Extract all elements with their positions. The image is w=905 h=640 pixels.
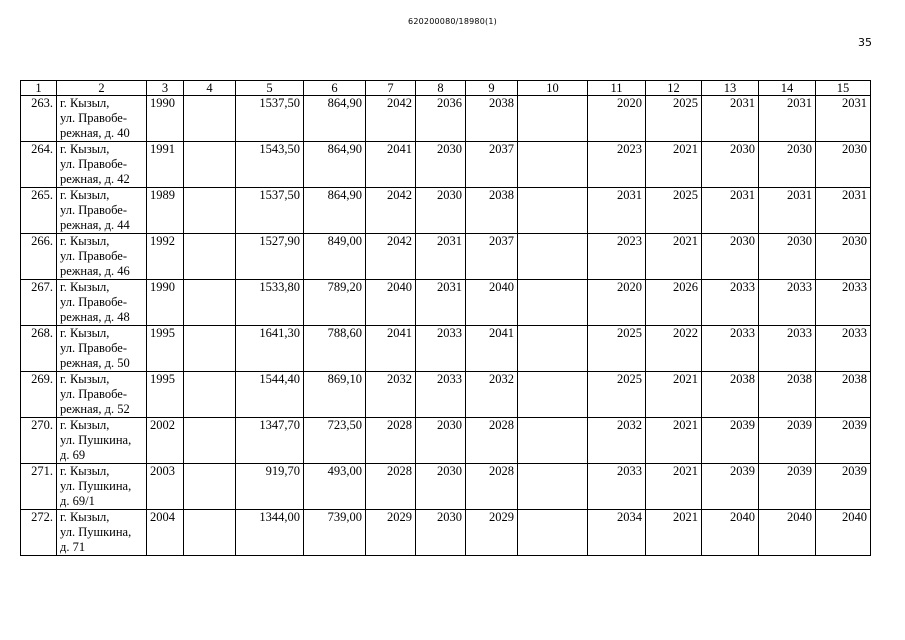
address-cell: [57, 326, 147, 372]
row-number-cell: 269.: [21, 372, 57, 418]
value-cell: 2032: [588, 418, 646, 464]
value-cell: 2039: [816, 464, 871, 510]
address-cell: [57, 96, 147, 142]
value-cell: 2041: [466, 326, 518, 372]
value-cell: 2033: [759, 280, 816, 326]
value-cell: [518, 188, 588, 234]
address-line: д. 69: [60, 448, 86, 462]
column-header: 5: [236, 81, 304, 96]
value-cell: 2028: [466, 464, 518, 510]
value-cell: [518, 280, 588, 326]
column-header: 9: [466, 81, 518, 96]
value-cell: 2033: [702, 280, 759, 326]
address-line: ул. Правобе-: [60, 203, 127, 217]
address-line: г. Кызыл,: [60, 142, 110, 156]
value-cell: 2021: [646, 418, 702, 464]
value-cell: 1641,30: [236, 326, 304, 372]
value-cell: [184, 280, 236, 326]
value-cell: 919,70: [236, 464, 304, 510]
value-cell: 2025: [588, 372, 646, 418]
value-cell: [518, 372, 588, 418]
table-row: [21, 280, 871, 326]
value-cell: 864,90: [304, 142, 366, 188]
value-cell: 2030: [416, 464, 466, 510]
value-cell: [184, 372, 236, 418]
value-cell: [184, 188, 236, 234]
value-cell: 2030: [816, 142, 871, 188]
address-line: г. Кызыл,: [60, 418, 110, 432]
address-line: режная, д. 44: [60, 218, 130, 232]
value-cell: 2021: [646, 142, 702, 188]
value-cell: 2028: [366, 464, 416, 510]
value-cell: [184, 326, 236, 372]
value-cell: 2030: [416, 142, 466, 188]
row-number-cell: 270.: [21, 418, 57, 464]
value-cell: 2028: [366, 418, 416, 464]
column-header: 8: [416, 81, 466, 96]
address-line: режная, д. 40: [60, 126, 130, 140]
value-cell: 493,00: [304, 464, 366, 510]
value-cell: 2030: [416, 510, 466, 556]
address-line: режная, д. 52: [60, 402, 130, 416]
value-cell: [518, 142, 588, 188]
table-row: [21, 234, 871, 280]
value-cell: 2028: [466, 418, 518, 464]
value-cell: 1989: [147, 188, 184, 234]
row-number-cell: 271.: [21, 464, 57, 510]
address-line: ул. Правобе-: [60, 111, 127, 125]
value-cell: 2031: [816, 188, 871, 234]
column-header: 11: [588, 81, 646, 96]
address-line: режная, д. 42: [60, 172, 130, 186]
value-cell: 2034: [588, 510, 646, 556]
value-cell: 2037: [466, 142, 518, 188]
value-cell: 2037: [466, 234, 518, 280]
value-cell: 2021: [646, 234, 702, 280]
address-cell: [57, 280, 147, 326]
document-id: 620200080/18980(1): [408, 17, 497, 26]
column-header: 1: [21, 81, 57, 96]
value-cell: 2030: [816, 234, 871, 280]
address-cell: [57, 188, 147, 234]
address-line: ул. Пушкина,: [60, 479, 132, 493]
address-cell: [57, 510, 147, 556]
value-cell: 2023: [588, 234, 646, 280]
value-cell: [518, 510, 588, 556]
value-cell: 2031: [416, 280, 466, 326]
value-cell: 2038: [816, 372, 871, 418]
row-number-cell: 264.: [21, 142, 57, 188]
row-number-cell: 267.: [21, 280, 57, 326]
table-row: [21, 188, 871, 234]
table-row: [21, 96, 871, 142]
value-cell: 2041: [366, 326, 416, 372]
value-cell: [518, 234, 588, 280]
value-cell: 2031: [816, 96, 871, 142]
address-line: режная, д. 48: [60, 310, 130, 324]
value-cell: 2021: [646, 372, 702, 418]
value-cell: [184, 510, 236, 556]
column-header: 3: [147, 81, 184, 96]
value-cell: [184, 418, 236, 464]
table-row: [21, 464, 871, 510]
value-cell: [184, 142, 236, 188]
value-cell: 2040: [366, 280, 416, 326]
value-cell: 2022: [646, 326, 702, 372]
value-cell: [518, 326, 588, 372]
table-row: [21, 326, 871, 372]
value-cell: 2040: [759, 510, 816, 556]
value-cell: 2025: [646, 96, 702, 142]
value-cell: 2038: [759, 372, 816, 418]
column-header: 6: [304, 81, 366, 96]
row-number-cell: 268.: [21, 326, 57, 372]
value-cell: 1537,50: [236, 96, 304, 142]
table-row: [21, 142, 871, 188]
table-row: [21, 372, 871, 418]
value-cell: 2030: [416, 188, 466, 234]
address-line: д. 69/1: [60, 494, 95, 508]
column-header: 13: [702, 81, 759, 96]
value-cell: 2042: [366, 188, 416, 234]
value-cell: 849,00: [304, 234, 366, 280]
value-cell: 1344,00: [236, 510, 304, 556]
value-cell: 2038: [702, 372, 759, 418]
value-cell: 2031: [702, 96, 759, 142]
row-number-cell: 265.: [21, 188, 57, 234]
value-cell: 2040: [816, 510, 871, 556]
value-cell: 2040: [466, 280, 518, 326]
address-line: г. Кызыл,: [60, 464, 110, 478]
value-cell: 2039: [702, 464, 759, 510]
value-cell: 1992: [147, 234, 184, 280]
value-cell: 2033: [416, 326, 466, 372]
row-number-cell: 266.: [21, 234, 57, 280]
address-line: ул. Правобе-: [60, 341, 127, 355]
page-number: 35: [858, 36, 872, 49]
address-line: г. Кызыл,: [60, 510, 110, 524]
value-cell: 1347,70: [236, 418, 304, 464]
address-line: г. Кызыл,: [60, 188, 110, 202]
column-header: 4: [184, 81, 236, 96]
address-cell: [57, 418, 147, 464]
value-cell: 789,20: [304, 280, 366, 326]
address-line: ул. Пушкина,: [60, 433, 132, 447]
value-cell: 2031: [416, 234, 466, 280]
value-cell: 2031: [702, 188, 759, 234]
value-cell: 864,90: [304, 96, 366, 142]
address-line: режная, д. 50: [60, 356, 130, 370]
value-cell: [184, 234, 236, 280]
value-cell: [184, 464, 236, 510]
value-cell: 2038: [466, 96, 518, 142]
table-row: [21, 510, 871, 556]
value-cell: 2039: [759, 418, 816, 464]
table-header-row: [21, 81, 871, 96]
value-cell: 2030: [702, 142, 759, 188]
address-line: г. Кызыл,: [60, 234, 110, 248]
value-cell: 2023: [588, 142, 646, 188]
column-header: 14: [759, 81, 816, 96]
table-row: [21, 418, 871, 464]
column-header: 7: [366, 81, 416, 96]
row-number-cell: 263.: [21, 96, 57, 142]
column-header: 2: [57, 81, 147, 96]
value-cell: 1533,80: [236, 280, 304, 326]
value-cell: 2033: [759, 326, 816, 372]
value-cell: 2002: [147, 418, 184, 464]
value-cell: 1537,50: [236, 188, 304, 234]
value-cell: [184, 96, 236, 142]
value-cell: 2040: [702, 510, 759, 556]
value-cell: [518, 96, 588, 142]
address-cell: [57, 234, 147, 280]
address-line: ул. Правобе-: [60, 295, 127, 309]
value-cell: [518, 418, 588, 464]
value-cell: 788,60: [304, 326, 366, 372]
value-cell: 2041: [366, 142, 416, 188]
value-cell: 2032: [466, 372, 518, 418]
address-line: ул. Правобе-: [60, 249, 127, 263]
value-cell: 2031: [759, 96, 816, 142]
value-cell: 2036: [416, 96, 466, 142]
value-cell: 2030: [702, 234, 759, 280]
column-header: 15: [816, 81, 871, 96]
value-cell: 2030: [416, 418, 466, 464]
address-cell: [57, 464, 147, 510]
value-cell: 1990: [147, 280, 184, 326]
address-line: ул. Правобе-: [60, 387, 127, 401]
value-cell: 2033: [816, 280, 871, 326]
value-cell: 2032: [366, 372, 416, 418]
value-cell: 869,10: [304, 372, 366, 418]
value-cell: 2031: [759, 188, 816, 234]
value-cell: 1995: [147, 372, 184, 418]
value-cell: 2021: [646, 510, 702, 556]
value-cell: 1544,40: [236, 372, 304, 418]
value-cell: 739,00: [304, 510, 366, 556]
value-cell: 723,50: [304, 418, 366, 464]
address-line: г. Кызыл,: [60, 326, 110, 340]
address-line: г. Кызыл,: [60, 280, 110, 294]
value-cell: 2030: [759, 234, 816, 280]
value-cell: 2029: [366, 510, 416, 556]
value-cell: 2033: [816, 326, 871, 372]
value-cell: 1991: [147, 142, 184, 188]
address-line: ул. Пушкина,: [60, 525, 132, 539]
value-cell: 2042: [366, 234, 416, 280]
row-number-cell: 272.: [21, 510, 57, 556]
address-line: г. Кызыл,: [60, 372, 110, 386]
value-cell: 1527,90: [236, 234, 304, 280]
value-cell: 2039: [702, 418, 759, 464]
value-cell: 2033: [588, 464, 646, 510]
value-cell: 2020: [588, 280, 646, 326]
value-cell: 2038: [466, 188, 518, 234]
column-header: 12: [646, 81, 702, 96]
value-cell: 1995: [147, 326, 184, 372]
value-cell: 2033: [702, 326, 759, 372]
value-cell: 2030: [759, 142, 816, 188]
column-header: 10: [518, 81, 588, 96]
value-cell: 2025: [646, 188, 702, 234]
value-cell: 2026: [646, 280, 702, 326]
value-cell: 2020: [588, 96, 646, 142]
value-cell: 2004: [147, 510, 184, 556]
address-line: режная, д. 46: [60, 264, 130, 278]
value-cell: 2039: [759, 464, 816, 510]
value-cell: 1990: [147, 96, 184, 142]
address-line: г. Кызыл,: [60, 96, 110, 110]
value-cell: 2021: [646, 464, 702, 510]
value-cell: 2025: [588, 326, 646, 372]
value-cell: [518, 464, 588, 510]
address-line: д. 71: [60, 540, 86, 554]
value-cell: 2003: [147, 464, 184, 510]
value-cell: 1543,50: [236, 142, 304, 188]
address-cell: [57, 372, 147, 418]
data-table: [20, 80, 871, 556]
value-cell: 2031: [588, 188, 646, 234]
value-cell: 2042: [366, 96, 416, 142]
address-line: ул. Правобе-: [60, 157, 127, 171]
value-cell: 2039: [816, 418, 871, 464]
address-cell: [57, 142, 147, 188]
value-cell: 2033: [416, 372, 466, 418]
value-cell: 2029: [466, 510, 518, 556]
value-cell: 864,90: [304, 188, 366, 234]
